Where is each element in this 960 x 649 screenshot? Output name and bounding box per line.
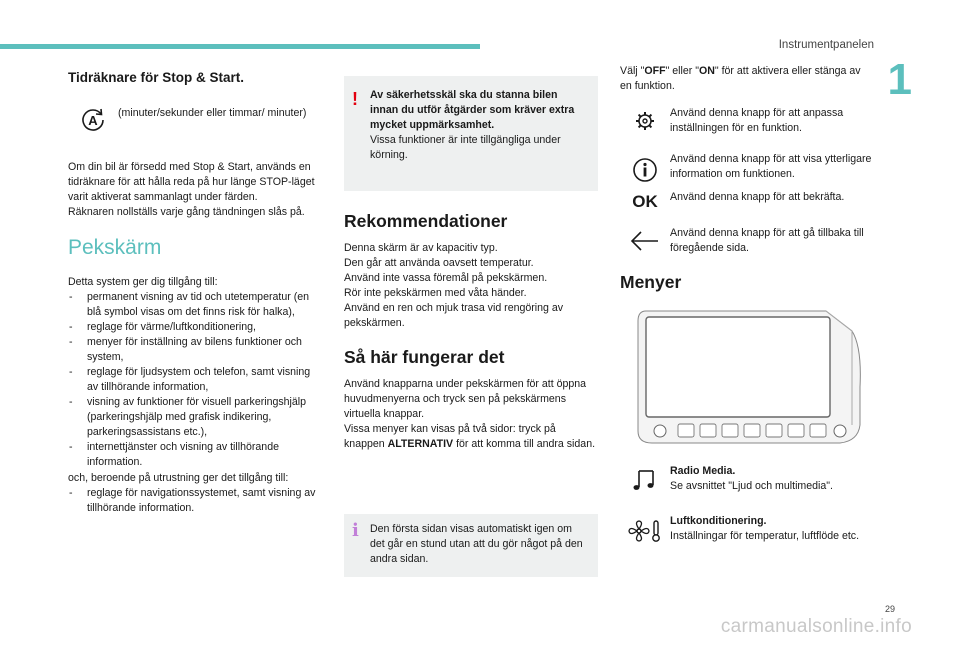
settings-row (620, 106, 875, 136)
list-item: - permanent visning av tid och utetemperatur (en blå symbol visas om det finns risk för halka), (68, 290, 323, 320)
recommendation-line: Den går att använda oavsett temperatur. (344, 257, 534, 270)
svg-text:A: A (88, 113, 98, 129)
watermark: carmanualsonline.info (720, 616, 912, 637)
music-note-icon (620, 464, 670, 493)
toggle-instructions (620, 64, 875, 94)
equipment-list (68, 486, 323, 516)
toggle-text-a: Välj " (620, 65, 645, 77)
alternativ-label: ALTERNATIV (387, 438, 454, 451)
warning-text: Vissa funktioner är inte tillgängliga under körning. (370, 134, 561, 162)
running-head: Instrumentpanelen (778, 39, 874, 51)
page-number: 29 (884, 604, 895, 614)
info-text: Använd denna knapp för att visa ytterligare information om funktionen. (670, 153, 872, 181)
how-it-works-text: Använd knapparna under pekskärmen för att öppna huvudmenyerna och tryck sen på pekskärmens virtuella knappar. (344, 378, 587, 421)
settings-gear-icon (620, 106, 670, 136)
column-middle (344, 64, 598, 577)
touchscreen-intro: Detta system ger dig tillgång till: (68, 276, 218, 289)
air-conditioning-title: Luftkonditionering. (670, 515, 767, 528)
ok-icon (620, 190, 670, 214)
warning-icon: ! (352, 89, 358, 109)
column-left (68, 64, 323, 516)
stop-start-title: Tidräknare för Stop & Start. (68, 70, 245, 85)
radio-media-title: Radio Media. (670, 465, 736, 478)
list-item: - visning av funktioner för visuell parkeringshjälp (parkeringshjälp med grafisk indikering, parkeringsassistans etc.), (68, 395, 323, 440)
menus-title: Menyer (620, 272, 682, 293)
info-box-text: Den första sidan visas automatiskt igen om det går en stund utan att du gör något på den andra sidan. (370, 523, 583, 566)
air-conditioning-desc: Inställningar för temperatur, luftflöde etc. (670, 530, 860, 543)
how-it-works-alt-text (344, 422, 598, 452)
fan-thermometer-icon (620, 514, 670, 544)
back-text: Använd denna knapp för att gå tillbaka till föregående sida. (670, 227, 864, 255)
info-row (620, 152, 875, 184)
back-arrow-icon (620, 226, 670, 252)
equipment-intro: och, beroende på utrustning ger det tillgång till: (68, 471, 289, 484)
off-label: OFF (644, 65, 666, 77)
header-accent-bar (0, 44, 480, 49)
warning-bold-text: Av säkerhetsskäl ska du stanna bilen innan du utför åtgärder som kräver extra mycket uppmärksamhet. (370, 89, 575, 132)
stop-start-reset: Räknaren nollställs varje gång tändningen slås på. (68, 206, 305, 219)
stop-start-icon (68, 106, 118, 134)
recommendation-line: Använd inte vassa föremål på pekskärmen. (344, 272, 548, 285)
info-icon: i (352, 520, 359, 542)
recommendation-line: Använd en ren och mjuk trasa vid rengöring av pekskärmen. (344, 302, 564, 330)
touchscreen-title: Pekskärm (68, 236, 162, 260)
recommendation-line: Denna skärm är av kapacitiv typ. (344, 242, 498, 254)
back-row (620, 226, 875, 256)
stop-start-body: Om din bil är försedd med Stop & Start, används en tidräknare för att hålla reda på hur länge STOP-läget varit aktiverat sammanlagt under färden. (68, 161, 315, 204)
list-item: - reglage för värme/luftkonditionering, (68, 320, 323, 335)
air-conditioning-text (670, 514, 875, 544)
list-item: - reglage för navigationssystemet, samt visning av tillhörande information. (68, 486, 323, 516)
radio-media-row (620, 464, 875, 494)
column-right (620, 64, 875, 544)
recommendations-title: Rekommendationer (344, 211, 508, 232)
list-item: - reglage för ljudsystem och telefon, samt visning av tillhörande information, (68, 365, 323, 395)
alt-text-before: Vissa menyer kan visas på två sidor: tryck på knappen (344, 423, 556, 451)
on-label: ON (699, 65, 715, 77)
ok-text: Använd denna knapp för att bekräfta. (670, 191, 845, 204)
info-circle-icon (620, 152, 670, 184)
ok-row (620, 190, 875, 214)
chapter-number: 1 (887, 55, 912, 104)
list-item: - menyer för inställning av bilens funktioner och system, (68, 335, 323, 365)
toggle-text-b: " eller " (665, 65, 699, 77)
radio-media-text (670, 464, 875, 494)
stop-start-icon-row (68, 106, 323, 134)
list-item: - internettjänster och visning av tillhörande information. (68, 440, 323, 470)
info-box (344, 514, 598, 577)
toggle-text-c: " för att aktivera eller stänga av en funktion. (620, 65, 861, 93)
touchscreen-list (68, 290, 323, 470)
air-conditioning-row (620, 514, 875, 544)
recommendation-line: Rör inte pekskärmen med våta händer. (344, 287, 527, 300)
touchscreen-illustration (634, 307, 875, 454)
stop-start-icon-caption: (minuter/sekunder eller timmar/ minuter) (118, 107, 307, 120)
radio-media-desc: Se avsnittet "Ljud och multimedia". (670, 480, 833, 493)
settings-text: Använd denna knapp för att anpassa inställningen för en funktion. (670, 107, 844, 135)
how-it-works-title: Så här fungerar det (344, 347, 505, 368)
ok-label: OK (632, 192, 658, 212)
alt-text-after: för att komma till andra sidan. (453, 438, 596, 451)
warning-box (344, 76, 598, 191)
